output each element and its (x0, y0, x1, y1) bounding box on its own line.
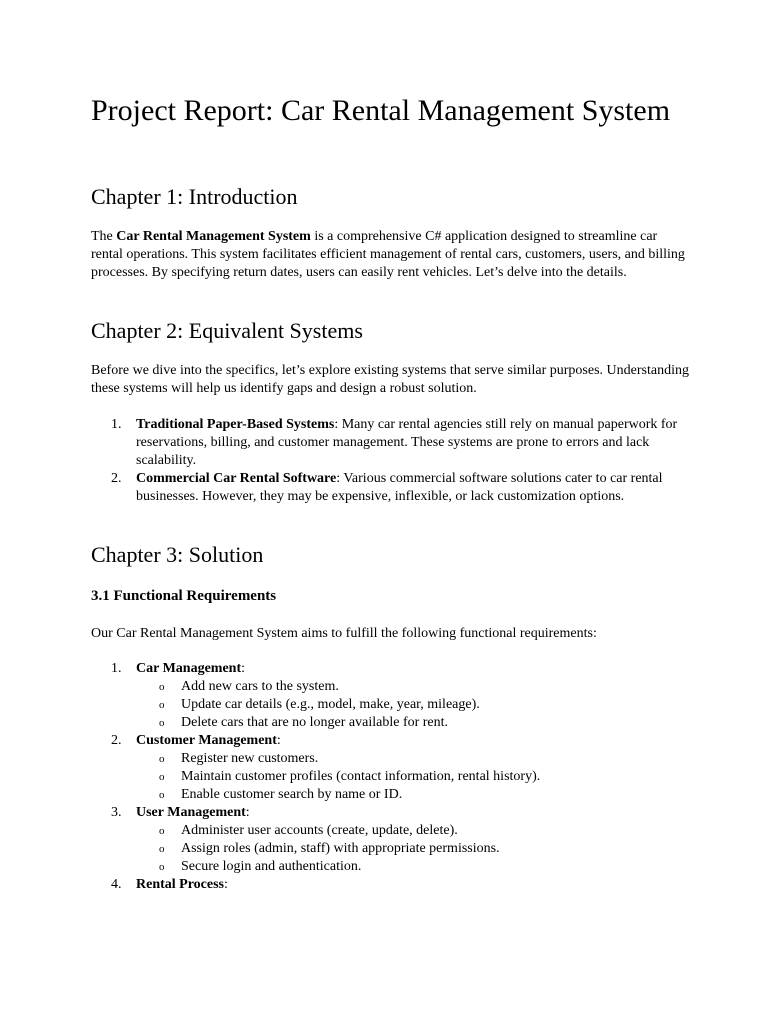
list-item-colon: : (245, 805, 250, 820)
chapter-2-heading: Chapter 2: Equivalent Systems (91, 318, 363, 343)
intro-text-rest: is a comprehensive C# application designed to streamline car rental operations. This system facilitates efficient management of rental cars, customers, users, and billing processes. By specifying return dates, users can easily rent vehicles. Let’s delve into the details. (91, 229, 685, 280)
bullet-icon: o (159, 699, 165, 711)
list-item-title: Traditional Paper-Based Systems (136, 417, 335, 432)
sub-item-text: Register new customers. (181, 751, 319, 766)
bullet-icon: o (159, 843, 165, 855)
list-item (91, 416, 691, 470)
sub-item-text: Delete cars that are no longer available for rent. (181, 715, 449, 730)
sub-list-item (91, 714, 691, 732)
list-number: 3. (111, 805, 122, 820)
sub-list-item (91, 696, 691, 714)
intro-system-name: Car Rental Management System (116, 229, 311, 244)
list-item-colon: : (276, 733, 281, 748)
sub-list-item (91, 786, 691, 804)
list-item (91, 876, 691, 894)
chapter-3-intro: Our Car Rental Management System aims to fulfill the following functional requirements: (91, 626, 597, 641)
sub-item-text: Secure login and authentication. (181, 859, 362, 874)
chapter-3-heading: Chapter 3: Solution (91, 542, 264, 567)
list-item-text: : Various commercial software solutions cater to car rental businesses. However, they may be expensive, inflexible, or lack customization options. (136, 471, 663, 504)
functional-requirements-heading: 3.1 Functional Requirements (91, 588, 277, 604)
list-item-colon: : (241, 661, 245, 676)
list-number: 4. (111, 877, 122, 892)
sub-list-item (91, 678, 691, 696)
sub-list-item (91, 858, 691, 876)
list-item-text: : Many car rental agencies still rely on manual paperwork for reservations, billing, and customer management. These systems are prone to errors and lack scalability. (136, 417, 678, 468)
list-number: 2. (111, 471, 122, 486)
bullet-icon: o (159, 789, 165, 801)
sub-item-text: Update car details (e.g., model, make, year, mileage). (181, 697, 480, 712)
list-number: 1. (111, 661, 122, 676)
list-item-colon: : (224, 877, 228, 892)
sub-list-item (91, 750, 691, 768)
bullet-icon: o (159, 717, 165, 729)
sub-item-text: Enable customer search by name or ID. (181, 787, 403, 802)
bullet-icon: o (159, 861, 165, 873)
bullet-icon: o (159, 753, 165, 765)
list-item (91, 732, 691, 750)
document-title: Project Report: Car Rental Management System (91, 94, 671, 127)
list-number: 1. (111, 417, 122, 432)
chapter-1-heading: Chapter 1: Introduction (91, 184, 298, 209)
list-item-title: Car Management (136, 661, 242, 676)
list-item (91, 660, 691, 678)
sub-item-text: Maintain customer profiles (contact information, rental history). (181, 769, 541, 784)
sub-list-item (91, 840, 691, 858)
sub-item-text: Assign roles (admin, staff) with appropriate permissions. (181, 841, 500, 856)
bullet-icon: o (159, 681, 165, 693)
sub-item-text: Administer user accounts (create, update, delete). (181, 823, 458, 838)
sub-list-item (91, 822, 691, 840)
chapter-1-intro (91, 228, 691, 282)
list-item-title: Customer Management (136, 733, 277, 748)
bullet-icon: o (159, 825, 165, 837)
chapter-2-intro: Before we dive into the specifics, let’s explore existing systems that serve similar purposes. Understanding these systems will help us identify gaps and design a robust solution. (91, 363, 689, 396)
equivalent-systems-list (91, 416, 691, 506)
list-item-title: Rental Process (136, 877, 224, 892)
sub-list-item (91, 768, 691, 786)
list-item (91, 470, 691, 506)
list-number: 2. (111, 733, 122, 748)
list-item-title: User Management (136, 805, 246, 820)
bullet-icon: o (159, 771, 165, 783)
functional-requirements-list (91, 660, 691, 894)
sub-item-text: Add new cars to the system. (181, 679, 339, 694)
list-item-title: Commercial Car Rental Software (136, 471, 337, 486)
intro-text-start: The (91, 229, 117, 244)
list-item (91, 804, 691, 822)
